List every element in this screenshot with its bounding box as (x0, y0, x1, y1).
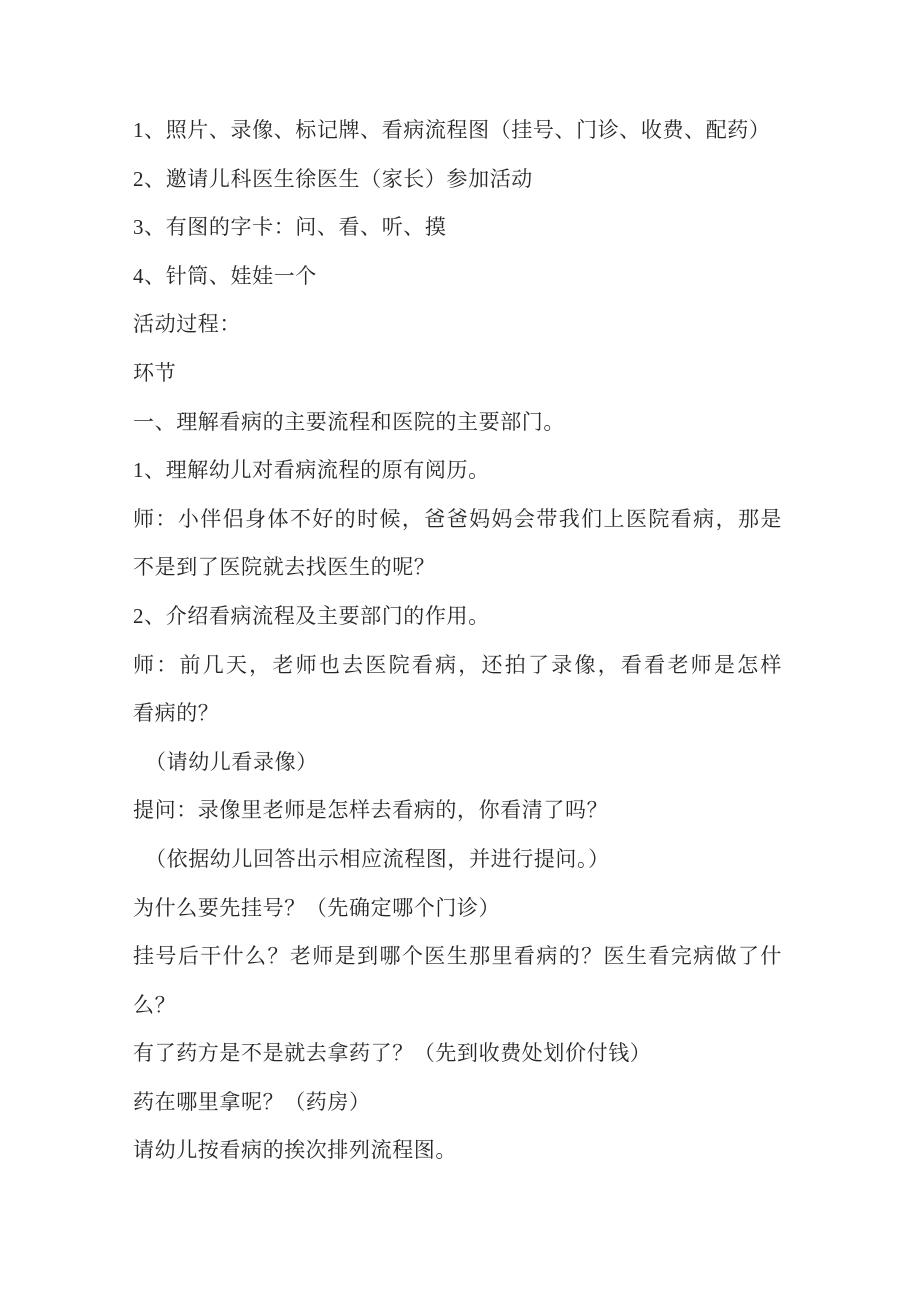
text-line: 看病的？ (133, 701, 220, 726)
text-line: 3、有图的字卡：问、看、听、摸 (133, 215, 447, 240)
text-line: 提问：录像里老师是怎样去看病的，你看清了吗？ (133, 798, 609, 823)
text-line: 4、针筒、娃娃一个 (133, 263, 317, 288)
text-line: 师：前几天，老师也去医院看病，还拍了录像，看看老师是怎样 (133, 652, 782, 677)
text-line: 1、照片、录像、标记牌、看病流程图（挂号、门诊、收费、配药） (133, 118, 771, 142)
text-line: （依据幼儿回答出示相应流程图，并进行提问。） (145, 846, 610, 871)
text-line: 2、介绍看病流程及主要部门的作用。 (133, 603, 490, 628)
text-line: 有了药方是不是就去拿药了？（先到收费处划价付钱） (133, 1041, 652, 1066)
text-line: 挂号后干什么？老师是到哪个医生那里看病的？医生看完病做了什 (133, 944, 782, 969)
text-line: 2、邀请儿科医生徐医生（家长）参加活动 (133, 166, 533, 191)
text-line: （请幼儿看录像） (145, 749, 318, 774)
text-line-section-heading: 活动过程： (133, 312, 241, 337)
text-line: 药在哪里拿呢？（药房） (133, 1089, 371, 1114)
text-line: 师：小伴侣身体不好的时候，爸爸妈妈会带我们上医院看病，那是 (133, 506, 782, 531)
text-line: 一、理解看病的主要流程和医院的主要部门。 (133, 409, 565, 434)
text-line: 为什么要先挂号？（先确定哪个门诊） (133, 895, 501, 920)
text-line: 不是到了医院就去找医生的呢？ (133, 555, 436, 580)
text-line: 1、理解幼儿对看病流程的原有阅历。 (133, 458, 490, 483)
text-line: 么？ (133, 992, 177, 1017)
text-line: 环节 (133, 360, 177, 385)
text-line: 请幼儿按看病的挨次排列流程图。 (133, 1138, 457, 1163)
